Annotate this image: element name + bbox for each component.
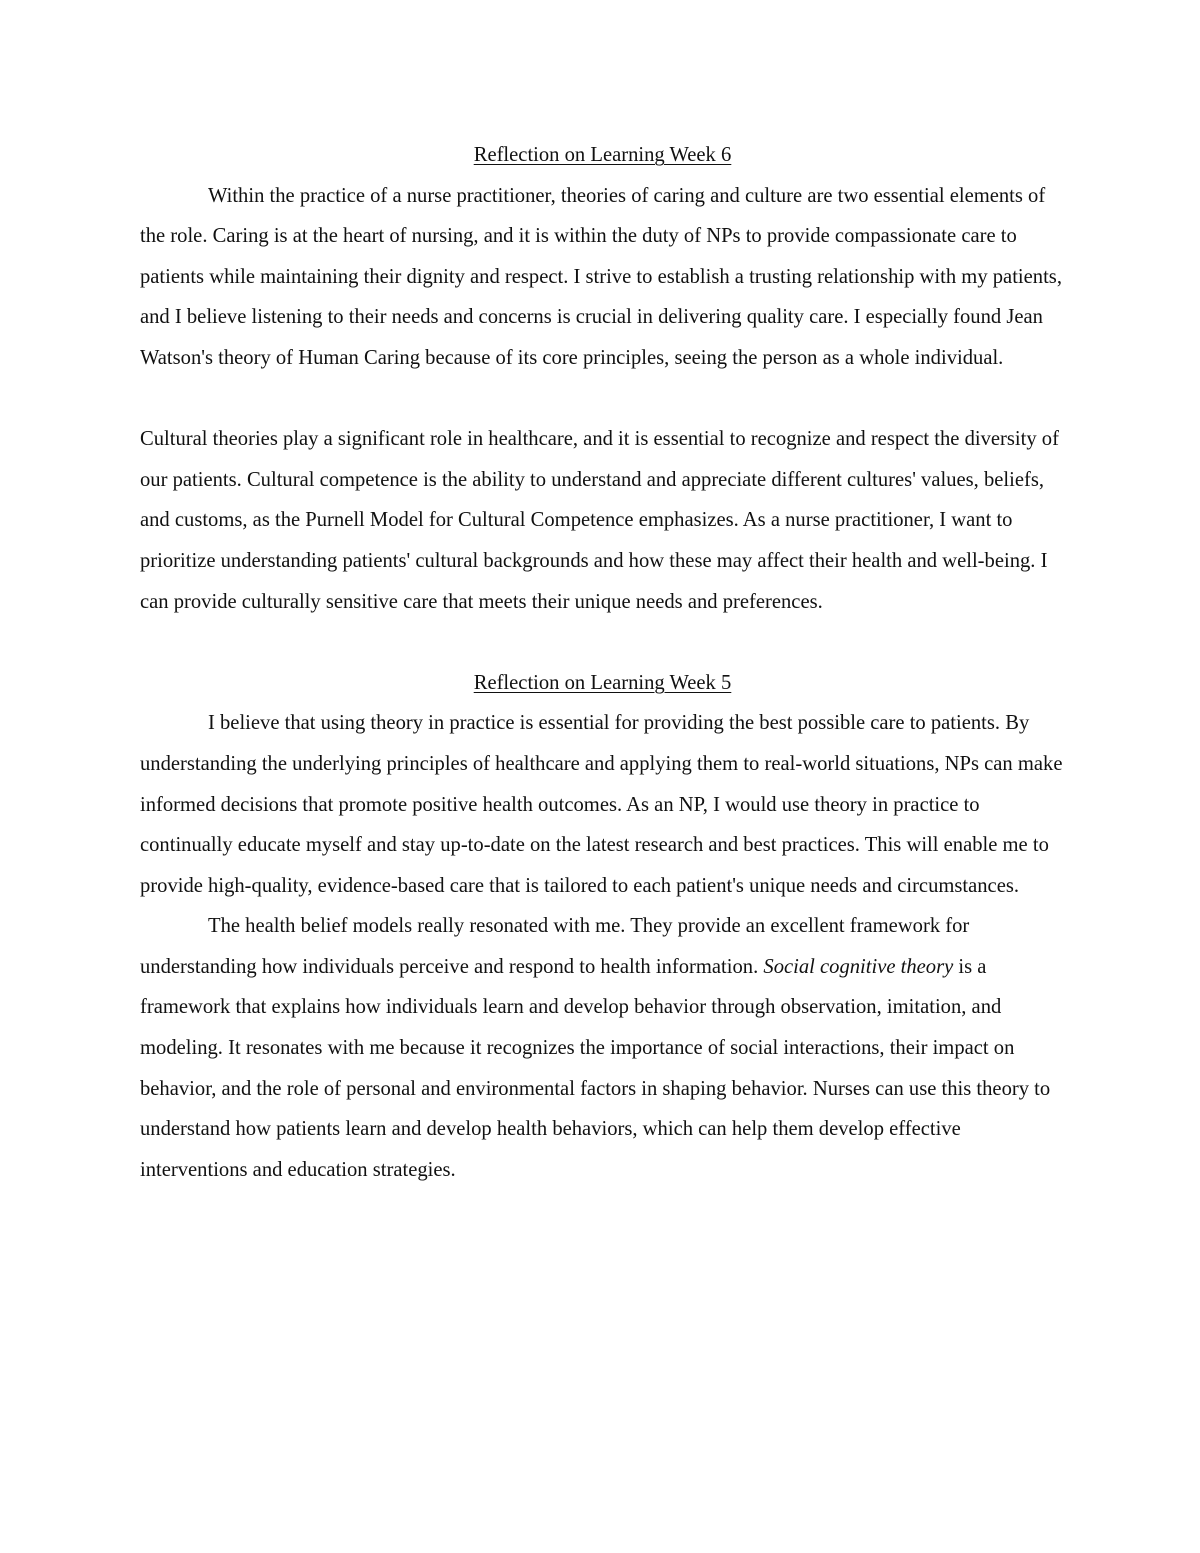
paragraph-week-6-culture: Cultural theories play a significant role in healthcare, and it is essential to recognize and respect the diversity of our patients. Cultural competence is the ability to understand and appreciate different cultures' values, beliefs, and customs, as the Purnell Model for Cultural Competence emphasizes. As a nurse practitioner, I want to prioritize understanding patients' cultural backgrounds and how these may affect their health and well-being. I can provide culturally sensitive care that meets their unique needs and preferences. bbox=[140, 428, 1059, 613]
paragraph-week-6-caring: Within the practice of a nurse practitioner, theories of caring and culture are two essential elements of the role. Caring is at the heart of nursing, and it is within the duty of NPs to provide compassionate care to patients while maintaining their dignity and respect. I strive to establish a trusting relationship with my patients, and I believe listening to their needs and concerns is crucial in delivering quality care. I especially found Jean Watson's theory of Human Caring because of its core principles, seeing the person as a whole individual. bbox=[140, 184, 1062, 369]
paragraph-spacer bbox=[140, 379, 1065, 420]
section-heading-week-5: Reflection on Learning Week 5 bbox=[473, 671, 732, 694]
section-spacer bbox=[140, 622, 1065, 663]
document-page bbox=[140, 135, 1065, 1190]
paragraph-text-before: The health belief models really resonated with me. They provide an excellent framework for understanding how individuals perceive and respond to health information. bbox=[140, 915, 970, 978]
paragraph-week-5-health-belief bbox=[140, 906, 1065, 1190]
paragraph-text-after: is a framework that explains how individuals learn and develop behavior through observation, imitation, and modeling. It resonates with me because it recognizes the importance of social interactions, their impact on behavior, and the role of personal and environmental factors in shaping behavior. Nurses can use this theory to understand how patients learn and develop health behaviors, which can help them develop effective interventions and education strategies. bbox=[140, 955, 1051, 1181]
italic-term: Social cognitive theory bbox=[763, 955, 954, 978]
paragraph-week-5-theory: I believe that using theory in practice is essential for providing the best possible care to patients. By understanding the underlying principles of healthcare and applying them to real-world situations, NPs can make informed decisions that promote positive health outcomes. As an NP, I would use theory in practice to continually educate myself and stay up-to-date on the latest research and best practices. This will enable me to provide high-quality, evidence-based care that is tailored to each patient's unique needs and circumstances. bbox=[140, 712, 1063, 897]
section-heading-week-6: Reflection on Learning Week 6 bbox=[473, 144, 732, 166]
